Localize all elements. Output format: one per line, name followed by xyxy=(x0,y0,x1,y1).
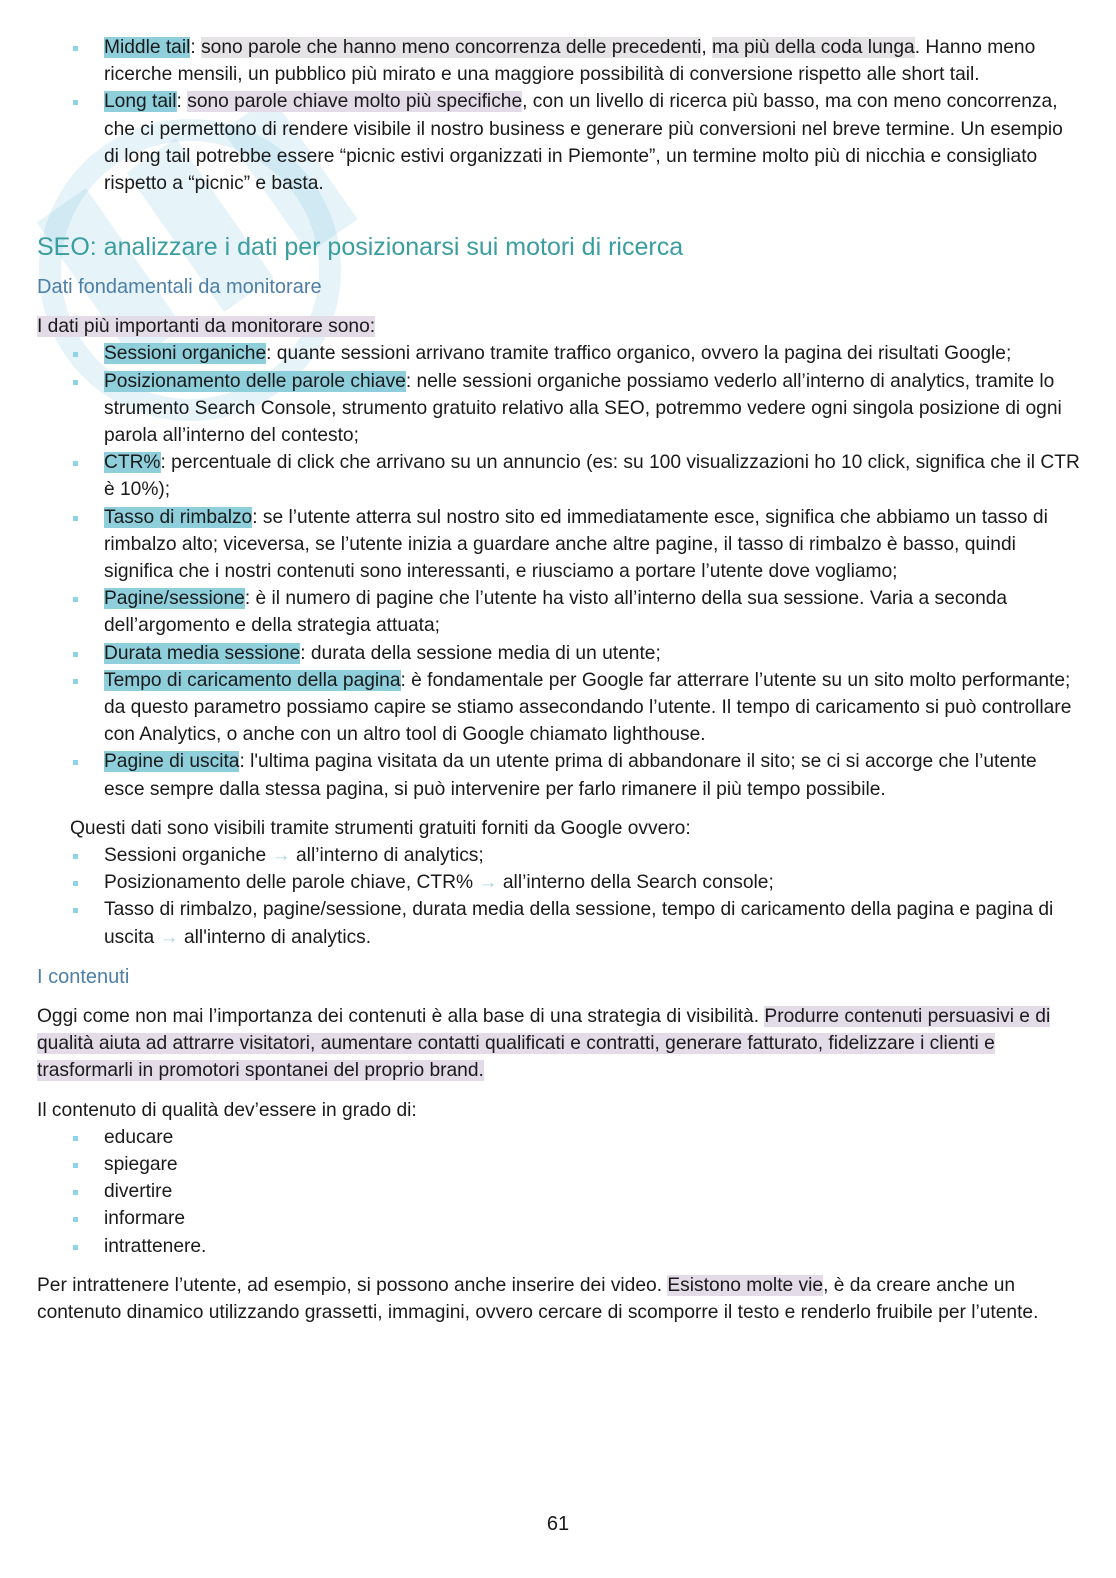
list-item: Sessioni organiche → all’interno di analytics; xyxy=(104,842,1082,869)
list-item: CTR%: percentuale di click che arrivano su un annuncio (es: su 100 visualizzazioni ho 10 click, significa che il CTR è 10%); xyxy=(104,449,1082,503)
tools-list xyxy=(37,842,1082,951)
list-item: Posizionamento delle parole chiave, CTR% → all’interno della Search console; xyxy=(104,869,1082,896)
section-title: SEO: analizzare i dati per posizionarsi sui motori di ricerca xyxy=(37,233,684,262)
list-item: Posizionamento delle parole chiave: nelle sessioni organiche possiamo vederlo all’interno di analytics, tramite lo strumento Search Console, strumento gratuito relativo alla SEO, potremmo vedere ogni singola posizione di ogni parola all’interno del contesto; xyxy=(104,368,1082,450)
document-body xyxy=(37,34,1082,1326)
list-item: Durata media sessione: durata della sessione media di un utente; xyxy=(104,640,1082,667)
tools-intro: Questi dati sono visibili tramite strumenti gratuiti forniti da Google ovvero: xyxy=(70,817,691,839)
arrow-right-icon: → xyxy=(159,926,179,948)
term-highlight: Middle tail xyxy=(104,37,191,58)
list-item: Middle tail: sono parole che hanno meno concorrenza delle precedenti, ma più della coda lunga. Hanno meno ricerche mensili, un pubblico più mirato e una maggiore possibilità di conversione rispetto alle short tail. xyxy=(104,34,1082,88)
arrow-right-icon: → xyxy=(271,845,291,867)
list-item: Pagine/sessione: è il numero di pagine che l’utente ha visto all’interno della sua sessione. Varia a seconda dell’argomento e della strategia attuata; xyxy=(104,585,1082,639)
dati-intro: I dati più importanti da monitorare sono: xyxy=(37,316,376,338)
contenuti-paragraph-1: Oggi come non mai l’importanza dei contenuti è alla base di una strategia di visibilità. Produrre contenuti persuasivi e di qualità aiuta ad attrarre visitatori, aumentare contatti qualificati e contratti, generare fatturato, fidelizzare i clienti e trasformarli in promotori spontanei del proprio brand. xyxy=(37,1005,1051,1082)
contenuti-paragraph-3: Per intrattenere l’utente, ad esempio, si possono anche inserire dei video. Esistono molte vie, è da creare anche un contenuto dinamico utilizzando grassetti, immagini, ovvero cercare di scomporre il testo e renderlo fruibile per l’utente. xyxy=(37,1274,1039,1323)
list-item: intrattenere. xyxy=(104,1233,1082,1260)
list-item: Long tail: sono parole chiave molto più specifiche, con un livello di ricerca più basso, ma con meno concorrenza, che ci permettono di rendere visibile il nostro business e generare più conversioni nel breve termine. Un esempio di long tail potrebbe essere “picnic estivi organizzati in Piemonte”, un termine molto più di nicchia e consigliato rispetto a “picnic” e basta. xyxy=(104,88,1082,197)
list-item: Tempo di caricamento della pagina: è fondamentale per Google far atterrare l’utente su un sito molto performante; da questo parametro possiamo capire se stiamo assecondando l’utente. Il tempo di caricamento si può controllare con Analytics, o anche con un altro tool di Google chiamato lighthouse. xyxy=(104,667,1082,749)
list-item: informare xyxy=(104,1205,1082,1232)
page-number: 61 xyxy=(546,1513,570,1535)
term-highlight: Long tail xyxy=(104,91,177,113)
keyword-tail-list xyxy=(37,34,1082,197)
qualita-list xyxy=(37,1124,1082,1260)
list-item: Tasso di rimbalzo: se l’utente atterra sul nostro sito ed immediatamente esce, significa che abbiamo un tasso di rimbalzo alto; viceversa, se l’utente inizia a guardare anche altre pagine, il tasso di rimbalzo è basso, quindi significa che i nostri contenuti sono interessanti, e riusciamo a portare l’utente dove vogliamo; xyxy=(104,504,1082,586)
subsection-title-contenuti: I contenuti xyxy=(37,965,130,988)
contenuti-paragraph-2: Il contenuto di qualità dev’essere in grado di: xyxy=(37,1099,417,1121)
dati-list xyxy=(37,340,1082,802)
list-item: educare xyxy=(104,1124,1082,1151)
arrow-right-icon: → xyxy=(478,872,498,894)
list-item: spiegare xyxy=(104,1151,1082,1178)
subsection-title-dati: Dati fondamentali da monitorare xyxy=(37,276,322,299)
list-item: Sessioni organiche: quante sessioni arrivano tramite traffico organico, ovvero la pagina dei risultati Google; xyxy=(104,340,1082,367)
list-item: Pagine di uscita: l'ultima pagina visitata da un utente prima di abbandonare il sito; se ci si accorge che l’utente esce sempre dalla stessa pagina, si può intervenire per farlo rimanere il più tempo possibile. xyxy=(104,748,1082,802)
list-item: divertire xyxy=(104,1178,1082,1205)
list-item: Tasso di rimbalzo, pagine/sessione, durata media della sessione, tempo di caricamento della pagina e pagina di uscita → all'interno di analytics. xyxy=(104,896,1082,950)
